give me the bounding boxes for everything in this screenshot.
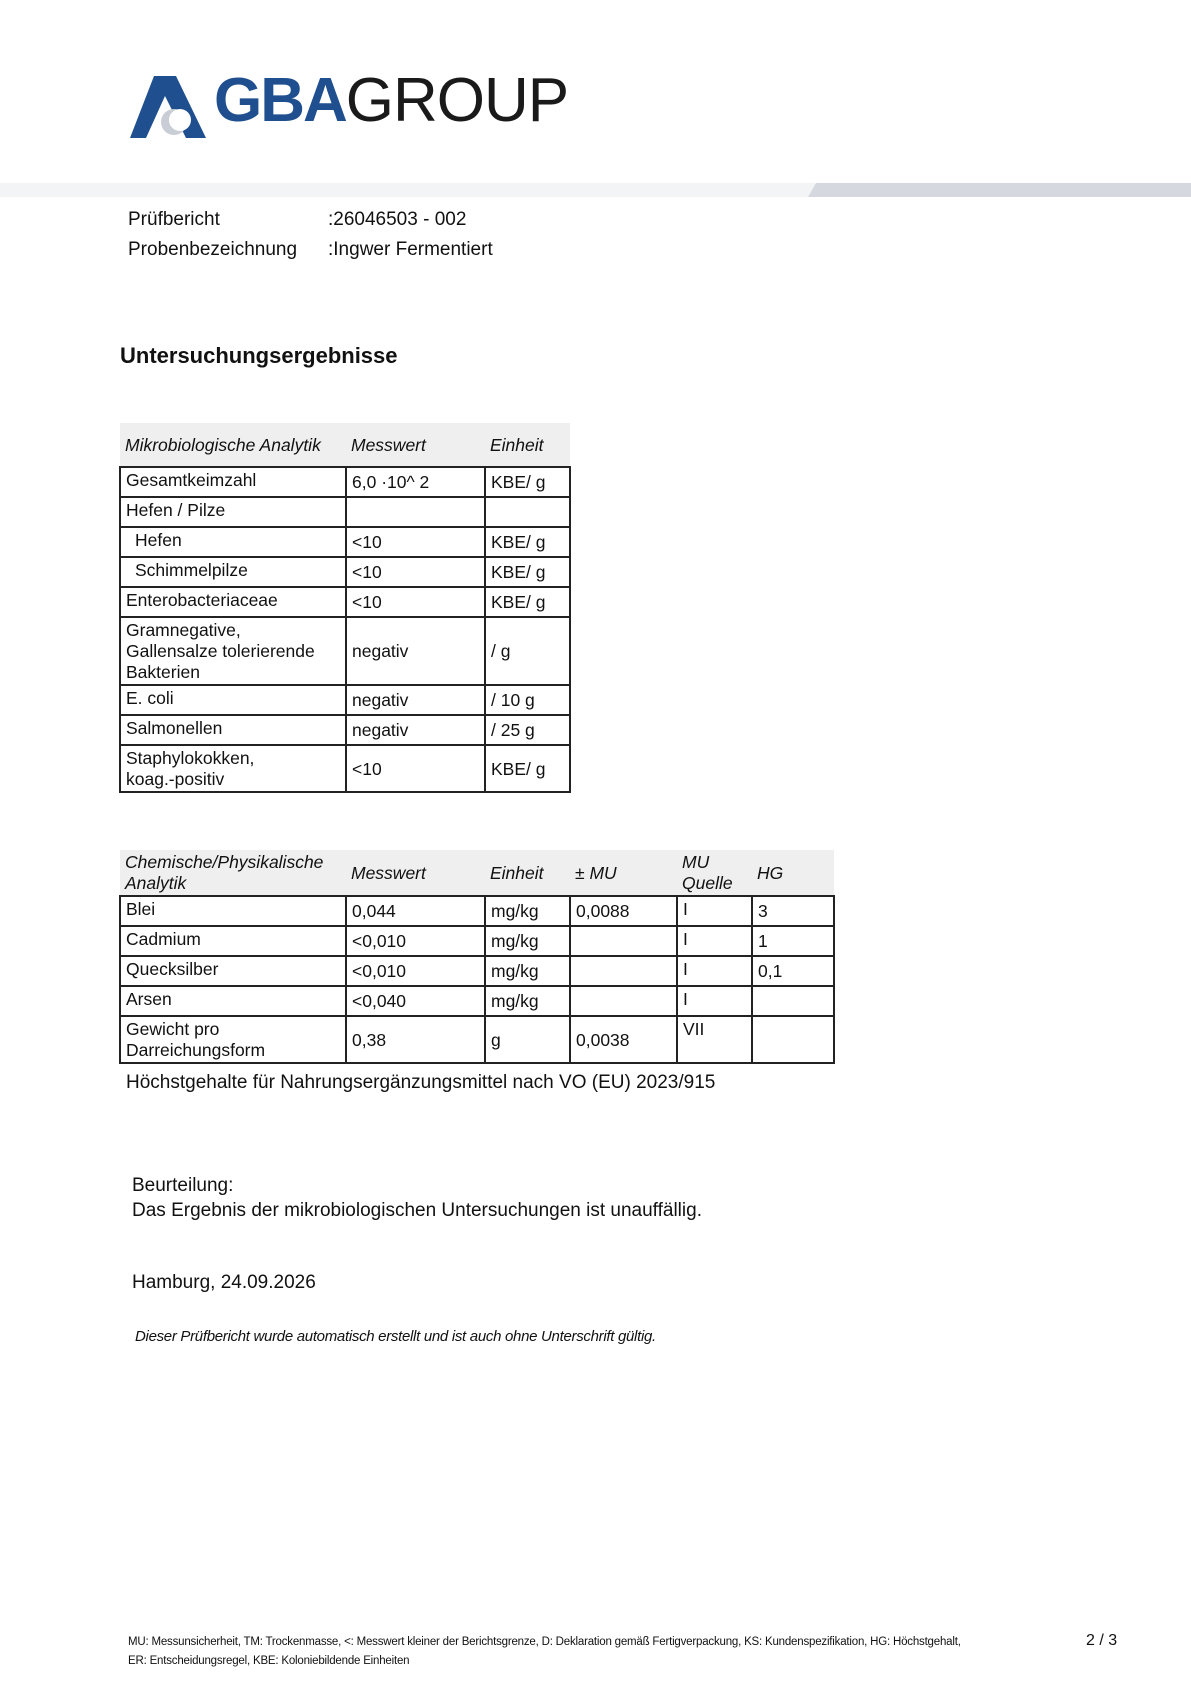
measured-value: <10	[346, 527, 485, 557]
table-row	[120, 467, 570, 497]
table-row	[120, 557, 570, 587]
sample-name-value: :Ingwer Fermentiert	[328, 239, 493, 260]
column-header: Mikrobiologische Analytik	[120, 423, 346, 467]
unit: / g	[485, 617, 570, 685]
analyte-name: Hefen / Pilze	[120, 497, 346, 527]
unit: KBE/ g	[485, 745, 570, 792]
company-logo	[130, 66, 569, 142]
footer-line: ER: Entscheidungsregel, KBE: Koloniebildende Einheiten	[128, 1655, 410, 1667]
analyte-name: Arsen	[120, 986, 346, 1016]
uncertainty: 0,0088	[570, 896, 677, 926]
unit: mg/kg	[485, 926, 570, 956]
measured-value: 0,044	[346, 896, 485, 926]
unit: g	[485, 1016, 570, 1063]
max-level: 3	[752, 896, 834, 926]
assessment-text: Das Ergebnis der mikrobiologischen Untersuchungen ist unauffällig.	[132, 1200, 702, 1221]
unit: / 25 g	[485, 715, 570, 745]
footer-legend	[128, 1633, 1028, 1671]
analyte-name: Cadmium	[120, 926, 346, 956]
max-level: 1	[752, 926, 834, 956]
table-row	[120, 956, 834, 986]
analyte-name: Gewicht pro Darreichungsform	[120, 1016, 346, 1063]
report-info	[128, 205, 628, 265]
assessment	[132, 1173, 702, 1223]
max-level-note: Höchstgehalte für Nahrungsergänzungsmittel nach VO (EU) 2023/915	[126, 1072, 716, 1093]
column-header: ± MU	[570, 850, 677, 896]
mu-source: I	[677, 986, 752, 1016]
section-title: Untersuchungsergebnisse	[120, 343, 398, 368]
max-level	[752, 1016, 834, 1063]
measured-value: negativ	[346, 685, 485, 715]
logo-wordmark: GBAGROUP	[214, 66, 569, 135]
unit: KBE/ g	[485, 467, 570, 497]
analyte-name: Hefen	[120, 527, 346, 557]
header-band	[0, 183, 1191, 197]
measured-value: <0,040	[346, 986, 485, 1016]
table-row	[120, 617, 570, 685]
footer-line: MU: Messunsicherheit, TM: Trockenmasse, <: Messwert kleiner der Berichtsgrenze, D: Deklaration gemäß Fertigverpackung, KS: Kundenspezifikation, HG: Höchstgehalt,	[128, 1636, 961, 1648]
measured-value: <10	[346, 587, 485, 617]
analyte-name: Quecksilber	[120, 956, 346, 986]
report-number-value: :26046503 - 002	[328, 209, 467, 230]
table-row	[120, 715, 570, 745]
sample-name-label: Probenbezeichnung	[128, 239, 298, 260]
column-header: Messwert	[346, 850, 485, 896]
page-number: 2 / 3	[1086, 1632, 1118, 1649]
mu-source: I	[677, 896, 752, 926]
unit: KBE/ g	[485, 587, 570, 617]
uncertainty	[570, 956, 677, 986]
table-row	[120, 1016, 834, 1063]
analyte-name: Gesamtkeimzahl	[120, 467, 346, 497]
measured-value: 6,0 ·10^ 2	[346, 467, 485, 497]
column-header: Einheit	[485, 850, 570, 896]
column-header: Einheit	[485, 423, 570, 467]
measured-value: <0,010	[346, 956, 485, 986]
measured-value: 0,38	[346, 1016, 485, 1063]
uncertainty	[570, 926, 677, 956]
microbiology-table	[119, 423, 571, 793]
table-row	[120, 745, 570, 792]
measured-value: negativ	[346, 715, 485, 745]
unit: / 10 g	[485, 685, 570, 715]
analyte-name: Staphylokokken, koag.-positiv	[120, 745, 346, 792]
measured-value: <10	[346, 745, 485, 792]
table-row	[120, 527, 570, 557]
auto-generated-note: Dieser Prüfbericht wurde automatisch erstellt und ist auch ohne Unterschrift gültig.	[135, 1328, 656, 1345]
max-level: 0,1	[752, 956, 834, 986]
measured-value: <0,010	[346, 926, 485, 956]
place-date: Hamburg, 24.09.2026	[132, 1272, 316, 1293]
analyte-name: E. coli	[120, 685, 346, 715]
logo-mark-icon	[130, 76, 206, 138]
table-row	[120, 986, 834, 1016]
unit	[485, 497, 570, 527]
table-row	[120, 896, 834, 926]
measured-value	[346, 497, 485, 527]
uncertainty	[570, 986, 677, 1016]
chemistry-table	[119, 850, 835, 1064]
mu-source: VII	[677, 1016, 752, 1063]
unit: mg/kg	[485, 986, 570, 1016]
column-header: Chemische/Physikalische Analytik	[120, 850, 346, 896]
assessment-label: Beurteilung:	[132, 1175, 234, 1196]
table-row	[120, 926, 834, 956]
analyte-name: Gramnegative, Gallensalze tolerierende Bakterien	[120, 617, 346, 685]
measured-value: negativ	[346, 617, 485, 685]
analyte-name: Blei	[120, 896, 346, 926]
mu-source: I	[677, 956, 752, 986]
analyte-name: Schimmelpilze	[120, 557, 346, 587]
analyte-name: Salmonellen	[120, 715, 346, 745]
table-header-row	[120, 850, 834, 896]
table-header-row	[120, 423, 570, 467]
table-row	[120, 587, 570, 617]
mu-source: I	[677, 926, 752, 956]
table-row	[120, 685, 570, 715]
uncertainty: 0,0038	[570, 1016, 677, 1063]
unit: KBE/ g	[485, 557, 570, 587]
unit: mg/kg	[485, 956, 570, 986]
column-header: MU Quelle	[677, 850, 752, 896]
column-header: Messwert	[346, 423, 485, 467]
report-number-label: Prüfbericht	[128, 209, 220, 230]
measured-value: <10	[346, 557, 485, 587]
table-row	[120, 497, 570, 527]
unit: mg/kg	[485, 896, 570, 926]
column-header: HG	[752, 850, 834, 896]
unit: KBE/ g	[485, 527, 570, 557]
max-level	[752, 986, 834, 1016]
analyte-name: Enterobacteriaceae	[120, 587, 346, 617]
